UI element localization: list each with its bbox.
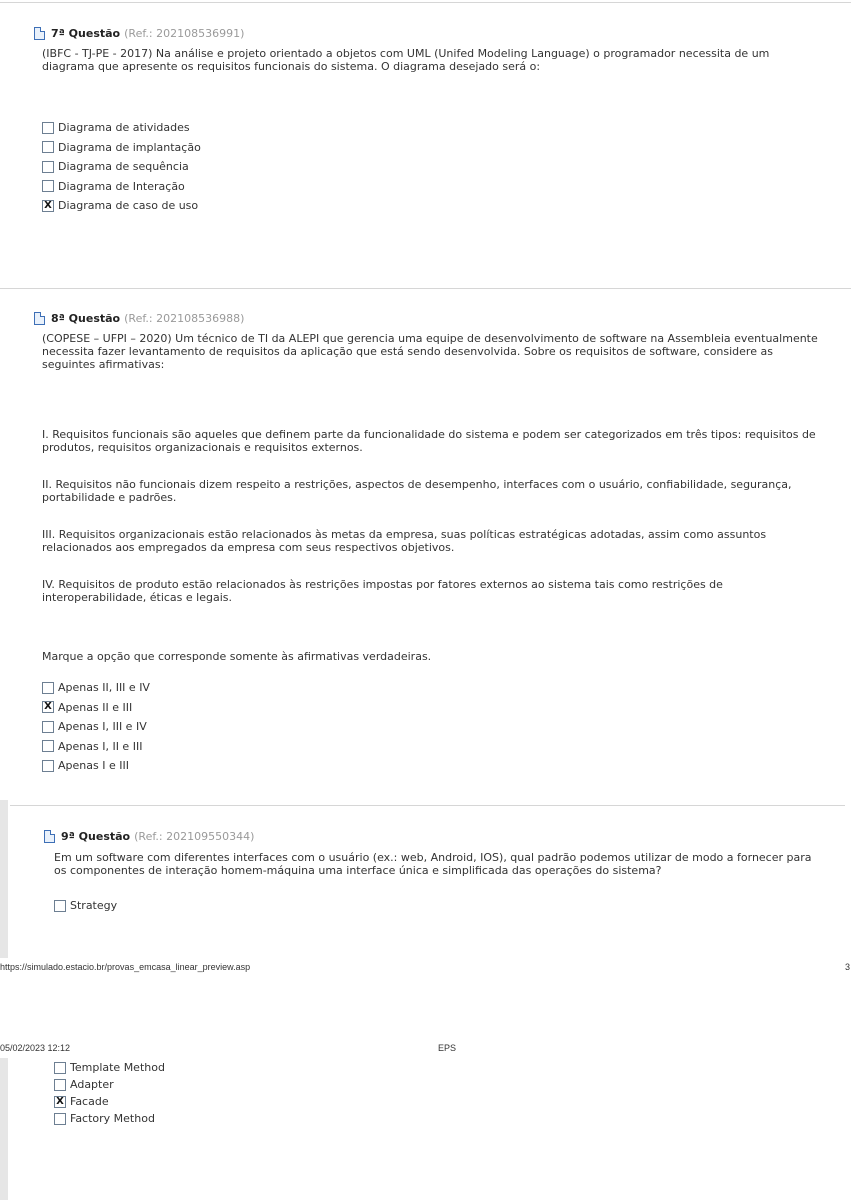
question-8-statement: (COPESE – UFPI – 2020) Um técnico de TI da ALEPI que gerencia uma equipe de desenvolvimento de software na Assembleia eventualmente necessita fazer levantamento de requisitos da aplicação que está sendo desenvolvida. Sobre os requisitos de software, considere as seguintes afirmativas: [42,332,818,371]
option-label: Apenas I e III [58,759,129,773]
checkbox-icon[interactable] [42,721,54,733]
question-7-statement: (IBFC - TJ-PE - 2017) Na análise e projeto orientado a objetos com UML (Unifed Modeling Language) o programador necessita de um diagrama que apresente os requisitos funcionais do sistema. O diagrama desejado será o: [42,47,770,73]
option-row[interactable] [42,118,201,138]
checkbox-icon[interactable] [42,740,54,752]
option-row[interactable] [42,678,150,698]
question-7-ref: (Ref.: 202108536991) [124,27,245,40]
question-8-prompt: Marque a opção que corresponde somente às afirmativas verdadeiras. [42,650,432,663]
question-9-header [44,830,254,843]
checkbox-icon[interactable] [54,1079,66,1091]
option-row[interactable] [54,1059,165,1076]
question-7-number: 7ª Questão [51,27,121,40]
option-row[interactable] [42,177,201,197]
option-label: Strategy [70,899,118,913]
option-label: Diagrama de atividades [58,121,190,135]
checkbox-icon[interactable] [42,122,54,134]
option-row[interactable] [54,1093,165,1110]
divider-q9 [10,805,845,806]
option-row[interactable] [42,196,201,216]
checkbox-icon[interactable] [54,1062,66,1074]
checkbox-icon[interactable] [54,900,66,912]
option-label: Apenas II, III e IV [58,681,150,695]
print-footer-url: https://simulado.estacio.br/provas_emcasa_linear_preview.asp [0,962,251,972]
divider-top [0,2,851,3]
question-8-header [34,312,244,325]
option-label: Diagrama de implantação [58,140,201,154]
question-8-item-2: II. Requisitos não funcionais dizem respeito a restrições, aspectos de desempenho, interfaces com o usuário, confiabilidade, segurança, portabilidade e padrões. [42,478,792,504]
option-label: Factory Method [70,1112,155,1125]
document-icon [44,830,55,843]
option-row[interactable] [42,698,150,718]
question-9-options-page-2 [54,1059,165,1127]
checkbox-icon[interactable] [42,141,54,153]
option-row[interactable] [42,717,150,737]
checkbox-icon[interactable] [42,760,54,772]
print-header-title: EPS [438,1043,457,1053]
checkbox-icon[interactable]: X [42,701,54,713]
left-margin-bar [0,800,8,958]
document-icon [34,312,45,325]
question-8-number: 8ª Questão [51,312,121,325]
checkbox-icon[interactable] [42,682,54,694]
option-label: Diagrama de caso de uso [58,199,199,213]
question-8-item-3: III. Requisitos organizacionais estão relacionados às metas da empresa, suas políticas estratégicas adotadas, assim como assuntos relacionados aos empregados da empresa com seus respectivos objetivos. [42,528,767,554]
left-margin-bar [0,1058,8,1200]
question-8-item-1: I. Requisitos funcionais são aqueles que definem parte da funcionalidade do sistema e podem ser categorizados em três tipos: requisitos de produtos, requisitos organizacionais e requisitos externos. [42,428,816,454]
option-label: Apenas II e III [58,700,133,714]
question-8-item-4: IV. Requisitos de produto estão relacionados às restrições impostas por fatores externos ao sistema tais como restrições de interoperabilidade, éticas e legais. [42,578,723,604]
checkbox-icon[interactable]: X [42,200,54,212]
print-header-date: 05/02/2023 12:12 [0,1043,71,1053]
document-icon [34,27,45,40]
option-label: Apenas I, II e III [58,739,143,753]
option-row[interactable] [42,756,150,776]
option-label: Apenas I, III e IV [58,720,147,734]
question-8-ref: (Ref.: 202108536988) [124,312,245,325]
checkbox-icon[interactable] [54,1113,66,1125]
question-7-options [42,118,201,216]
option-row[interactable] [54,1110,165,1127]
divider-q8 [0,288,851,289]
print-page-number: 3 [845,962,851,972]
option-row[interactable] [54,1076,165,1093]
option-label: Adapter [70,1078,114,1091]
question-7-header [34,27,244,40]
option-label: Template Method [70,1061,165,1074]
checkbox-icon[interactable] [42,180,54,192]
checkbox-icon[interactable] [42,161,54,173]
question-8-options [42,678,150,776]
question-9-ref: (Ref.: 202109550344) [134,830,255,843]
option-row[interactable] [42,737,150,757]
option-label: Diagrama de sequência [58,160,189,174]
question-9-statement: Em um software com diferentes interfaces com o usuário (ex.: web, Android, IOS), qual padrão podemos utilizar de modo a fornecer para os componentes de interação homem-máquina uma interface única e simplificada das operações do sistema? [54,851,812,877]
option-row[interactable] [42,138,201,158]
option-label: Facade [70,1095,109,1108]
question-9-options-page-1 [54,896,117,916]
question-9-number: 9ª Questão [61,830,131,843]
option-label: Diagrama de Interação [58,179,185,193]
option-row[interactable] [54,896,117,916]
checkbox-icon[interactable]: X [54,1096,66,1108]
option-row[interactable] [42,157,201,177]
